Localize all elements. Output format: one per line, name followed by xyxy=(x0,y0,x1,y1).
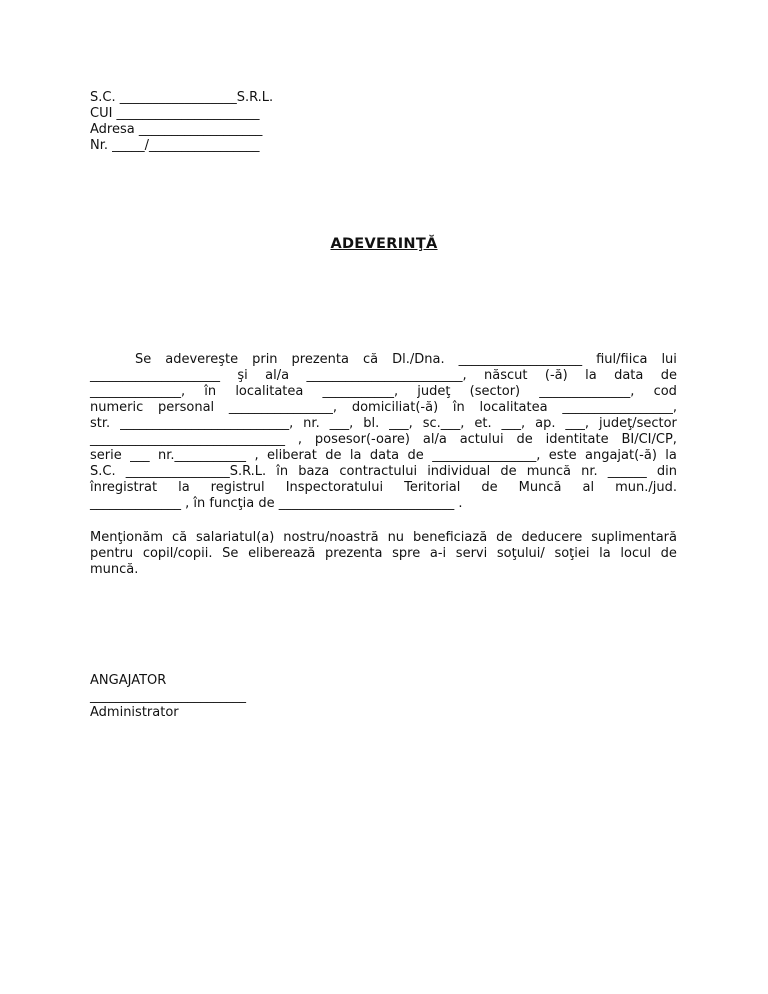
word: ________________________, xyxy=(306,368,467,383)
mention-paragraph xyxy=(90,530,677,578)
word: de xyxy=(660,368,677,383)
word: muncă xyxy=(526,464,572,479)
word: __________________________, xyxy=(120,416,294,431)
word: de xyxy=(496,530,513,545)
word: baza xyxy=(298,464,330,479)
word: că xyxy=(171,530,188,545)
word: ________________S.R.L. xyxy=(125,464,267,479)
word: nr. xyxy=(303,416,320,431)
employer-label: ANGAJATOR xyxy=(90,673,167,688)
word: ____________________ xyxy=(90,368,220,383)
word: ___________________ xyxy=(458,352,583,367)
word: nu xyxy=(387,530,405,545)
company-name-field: S.C. __________________S.R.L. xyxy=(90,90,274,105)
word: în xyxy=(276,464,289,479)
word: al/a xyxy=(422,432,447,447)
word: de xyxy=(481,480,498,495)
word: S.C. xyxy=(90,464,116,479)
paragraph-line xyxy=(90,384,677,400)
word: spre xyxy=(392,546,421,561)
word: nostru/noastră xyxy=(283,530,379,545)
word: str. xyxy=(90,416,111,431)
paragraph-last-line xyxy=(90,496,677,512)
word: Teritorial xyxy=(404,480,461,495)
word: ___, xyxy=(501,416,526,431)
word: fiul/fiica xyxy=(596,352,648,367)
word: la xyxy=(665,448,677,463)
word: din xyxy=(656,464,677,479)
paragraph-line xyxy=(90,546,677,562)
cui-field: CUI ______________________ xyxy=(90,106,260,121)
word: la xyxy=(349,448,362,463)
word: sc.___, xyxy=(422,416,465,431)
word: locul xyxy=(620,546,651,561)
word: Dl./Dna. xyxy=(392,352,445,367)
word: ___________, xyxy=(322,384,399,399)
word: cod xyxy=(653,384,677,399)
word: mun./jud. xyxy=(615,480,677,495)
paragraph-last-line-text: ______________ , în funcţia de ___________________________ . xyxy=(90,496,463,511)
word: născut xyxy=(484,368,528,383)
word: pentru xyxy=(90,546,134,561)
word: în xyxy=(452,400,465,415)
word: localitatea xyxy=(479,400,548,415)
word: eliberat xyxy=(266,448,317,463)
word: ______ xyxy=(607,464,647,479)
word: Se xyxy=(222,546,239,561)
word: Muncă xyxy=(518,480,562,495)
address-field: Adresa ___________________ xyxy=(90,122,263,137)
word: ___, xyxy=(389,416,413,431)
word: salariatul(a) xyxy=(196,530,275,545)
word: judeţ/sector xyxy=(598,416,677,431)
paragraph-last-line xyxy=(90,562,677,578)
word: data xyxy=(614,368,644,383)
word: de xyxy=(500,464,517,479)
word: ___, xyxy=(565,416,590,431)
document-title-text: ADEVERINŢĂ xyxy=(330,236,438,252)
paragraph-line xyxy=(90,432,677,448)
word: , xyxy=(254,448,259,463)
word: ________________, xyxy=(228,400,338,415)
paragraph-line xyxy=(90,480,677,496)
certificate-paragraph xyxy=(90,352,677,512)
word: prezenta xyxy=(325,546,383,561)
word: de xyxy=(660,546,677,561)
paragraph-line xyxy=(90,448,677,464)
word: numeric xyxy=(90,400,144,415)
word: , xyxy=(297,432,303,447)
word: adevereşte xyxy=(165,352,239,367)
word: localitatea xyxy=(235,384,304,399)
registration-number-field: Nr. _____/_________________ xyxy=(90,138,260,153)
word: serie xyxy=(90,448,122,463)
word: Menţionăm xyxy=(90,530,163,545)
company-header xyxy=(90,90,273,154)
signature-line: ________________________ xyxy=(90,689,246,704)
paragraph-line xyxy=(90,368,677,384)
word: deducere xyxy=(521,530,583,545)
signature-block xyxy=(90,673,246,721)
word: soţului/ xyxy=(496,546,545,561)
word: este xyxy=(548,448,577,463)
word: al/a xyxy=(265,368,290,383)
word: soţiei xyxy=(554,546,590,561)
word: data xyxy=(369,448,400,463)
word: de xyxy=(516,432,533,447)
word: beneficiază xyxy=(412,530,488,545)
word: contractului xyxy=(339,464,418,479)
word: prin xyxy=(252,352,278,367)
paragraph-line xyxy=(90,464,677,480)
word: ap. xyxy=(535,416,556,431)
paragraph-line xyxy=(90,416,677,432)
word: bl. xyxy=(363,416,380,431)
word: et. xyxy=(474,416,492,431)
word: în xyxy=(204,384,217,399)
word: nr.___________ xyxy=(158,448,247,463)
word: la xyxy=(585,368,597,383)
word: că xyxy=(362,352,379,367)
word: angajat(-ă) xyxy=(584,448,657,463)
paragraph-line xyxy=(90,352,677,368)
word: domiciliat(-ă) xyxy=(351,400,439,415)
word: ______________, xyxy=(90,384,186,399)
word: actului xyxy=(459,432,504,447)
word: suplimentară xyxy=(591,530,677,545)
word: ___ xyxy=(130,448,150,463)
word: posesor(-oare) xyxy=(314,432,410,447)
word: la xyxy=(599,546,611,561)
word: BI/CI/CP, xyxy=(621,432,677,447)
word: identitate xyxy=(545,432,609,447)
word: ______________, xyxy=(539,384,635,399)
word: nr. xyxy=(581,464,598,479)
word: personal xyxy=(158,400,215,415)
word: (-ă) xyxy=(544,368,568,383)
word: ________________, xyxy=(432,448,541,463)
paragraph-last-line-text: muncă. xyxy=(90,562,139,577)
word: _________________, xyxy=(562,400,677,415)
word: de xyxy=(325,448,342,463)
word: al xyxy=(582,480,595,495)
word: de xyxy=(407,448,424,463)
word: (sector) xyxy=(469,384,521,399)
word: Se xyxy=(135,352,152,367)
word: înregistrat xyxy=(90,480,158,495)
word: eliberează xyxy=(248,546,316,561)
word: judeţ xyxy=(417,384,451,399)
word: Inspectoratului xyxy=(285,480,384,495)
word: servi xyxy=(455,546,488,561)
word: şi xyxy=(237,368,248,383)
document-title xyxy=(0,236,768,252)
paragraph-line xyxy=(90,400,677,416)
word: ___, xyxy=(329,416,354,431)
word: a-i xyxy=(429,546,447,561)
word: la xyxy=(178,480,190,495)
word: prezenta xyxy=(291,352,349,367)
word: lui xyxy=(661,352,677,367)
administrator-label: Administrator xyxy=(90,705,179,720)
paragraph-line xyxy=(90,530,677,546)
word: registrul xyxy=(210,480,265,495)
word: ______________________________ xyxy=(90,432,285,447)
word: individual xyxy=(427,464,491,479)
word: copil/copii. xyxy=(142,546,213,561)
